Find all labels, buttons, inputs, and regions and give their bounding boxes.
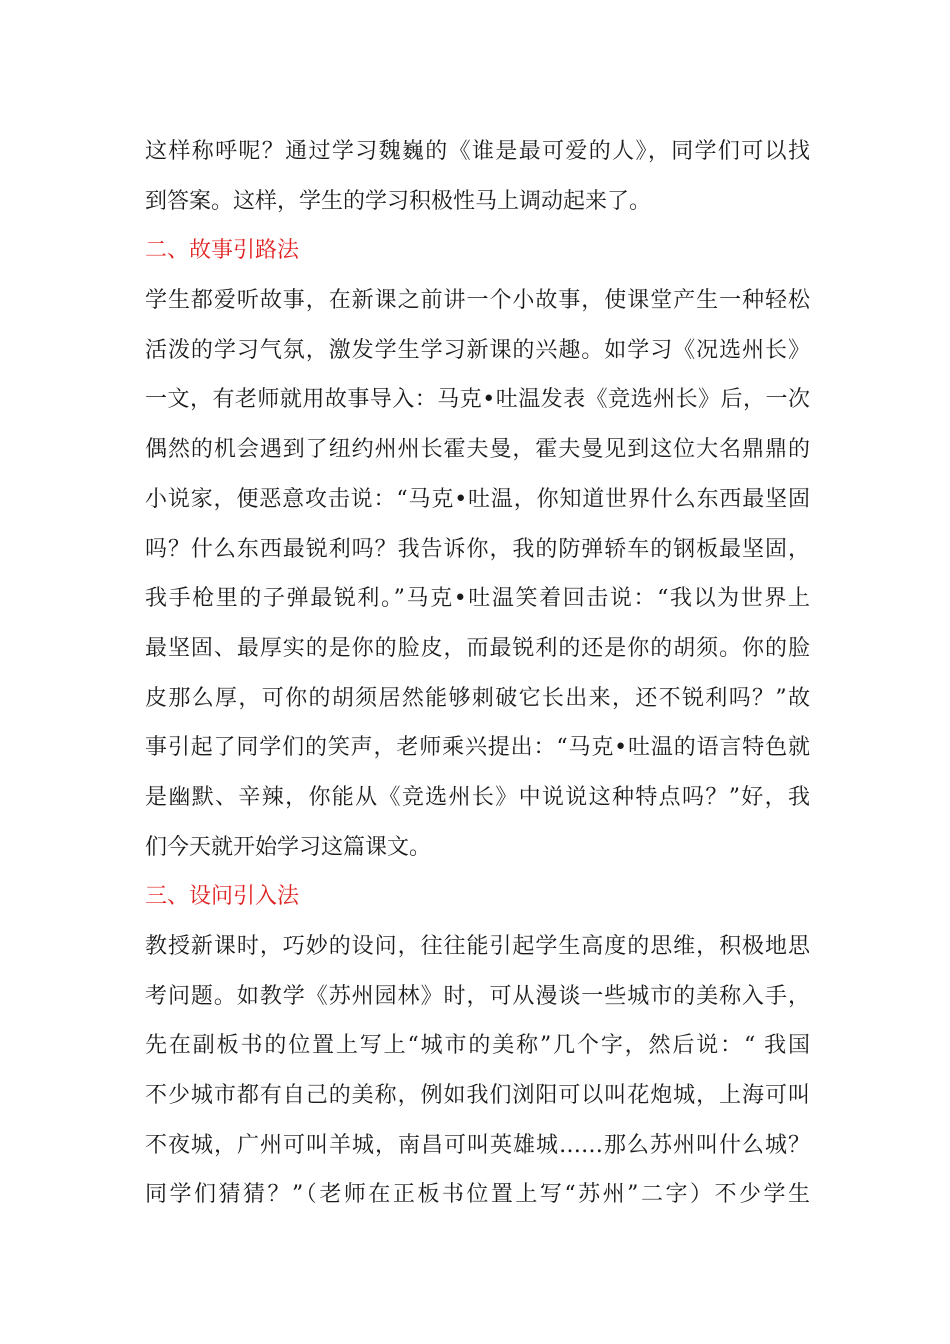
text-line: 是幽默、辛辣，你能从《竞选州长》中说说这种特点吗？”好，我 xyxy=(145,784,810,810)
text-line: 到答案。这样，学生的学习积极性马上调动起来了。 xyxy=(145,188,652,214)
text-line: 考问题。如教学《苏州园林》时，可从漫谈一些城市的美称入手， xyxy=(145,983,810,1009)
section-heading-story: 二、故事引路法 xyxy=(145,238,300,264)
intro-paragraph xyxy=(145,127,810,226)
text-line: 最坚固、最厚实的是你的脸皮，而最锐利的还是你的胡须。你的脸 xyxy=(145,635,810,661)
text-line: 们今天就开始学习这篇课文。 xyxy=(145,834,432,860)
text-line: 活泼的学习气氛，激发学生学习新课的兴趣。如学习《况选州长》 xyxy=(145,337,810,363)
text-line: 一文，有老师就用故事导入：马克•吐温发表《竞选州长》后，一次 xyxy=(145,387,810,413)
text-line: 教授新课时，巧妙的设问，往往能引起学生高度的思维，积极地思 xyxy=(145,934,810,959)
text-line: 同学们猜猜？”（老师在正板书位置上写“苏州”二字）不少学生 xyxy=(145,1182,810,1208)
text-line: 偶然的机会遇到了纽约州州长霍夫曼，霍夫曼见到这位大名鼎鼎的 xyxy=(145,437,810,463)
text-line: 先在副板书的位置上写上“城市的美称”几个字，然后说：“ 我国 xyxy=(145,1033,810,1059)
section-heading-question: 三、设问引入法 xyxy=(145,884,300,910)
text-line: 事引起了同学们的笑声，老师乘兴提出：“马克•吐温的语言特色就 xyxy=(145,735,810,761)
text-line: 这样称呼呢？通过学习魏巍的《谁是最可爱的人》，同学们可以找 xyxy=(145,139,810,164)
text-line: 吗？什么东西最锐利吗？我告诉你，我的防弹轿车的钢板最坚固， xyxy=(145,536,810,562)
story-paragraph xyxy=(145,276,810,872)
text-line: 小说家，便恶意攻击说：“马克•吐温，你知道世界什么东西最坚固 xyxy=(145,486,810,512)
text-line: 不少城市都有自己的美称，例如我们浏阳可以叫花炮城，上海可叫 xyxy=(145,1083,810,1109)
question-paragraph xyxy=(145,922,810,1220)
text-line: 不夜城，广州可叫羊城，南昌可叫英雄城……那么苏州叫什么城？ xyxy=(145,1132,810,1158)
document-body xyxy=(145,127,810,1220)
text-line: 我手枪里的子弹最锐利。”马克•吐温笑着回击说：“我以为世界上 xyxy=(145,586,810,612)
text-line: 皮那么厚，可你的胡须居然能够刺破它长出来，还不锐利吗？”故 xyxy=(145,685,810,711)
text-line: 学生都爱听故事，在新课之前讲一个小故事，使课堂产生一种轻松 xyxy=(145,288,810,314)
